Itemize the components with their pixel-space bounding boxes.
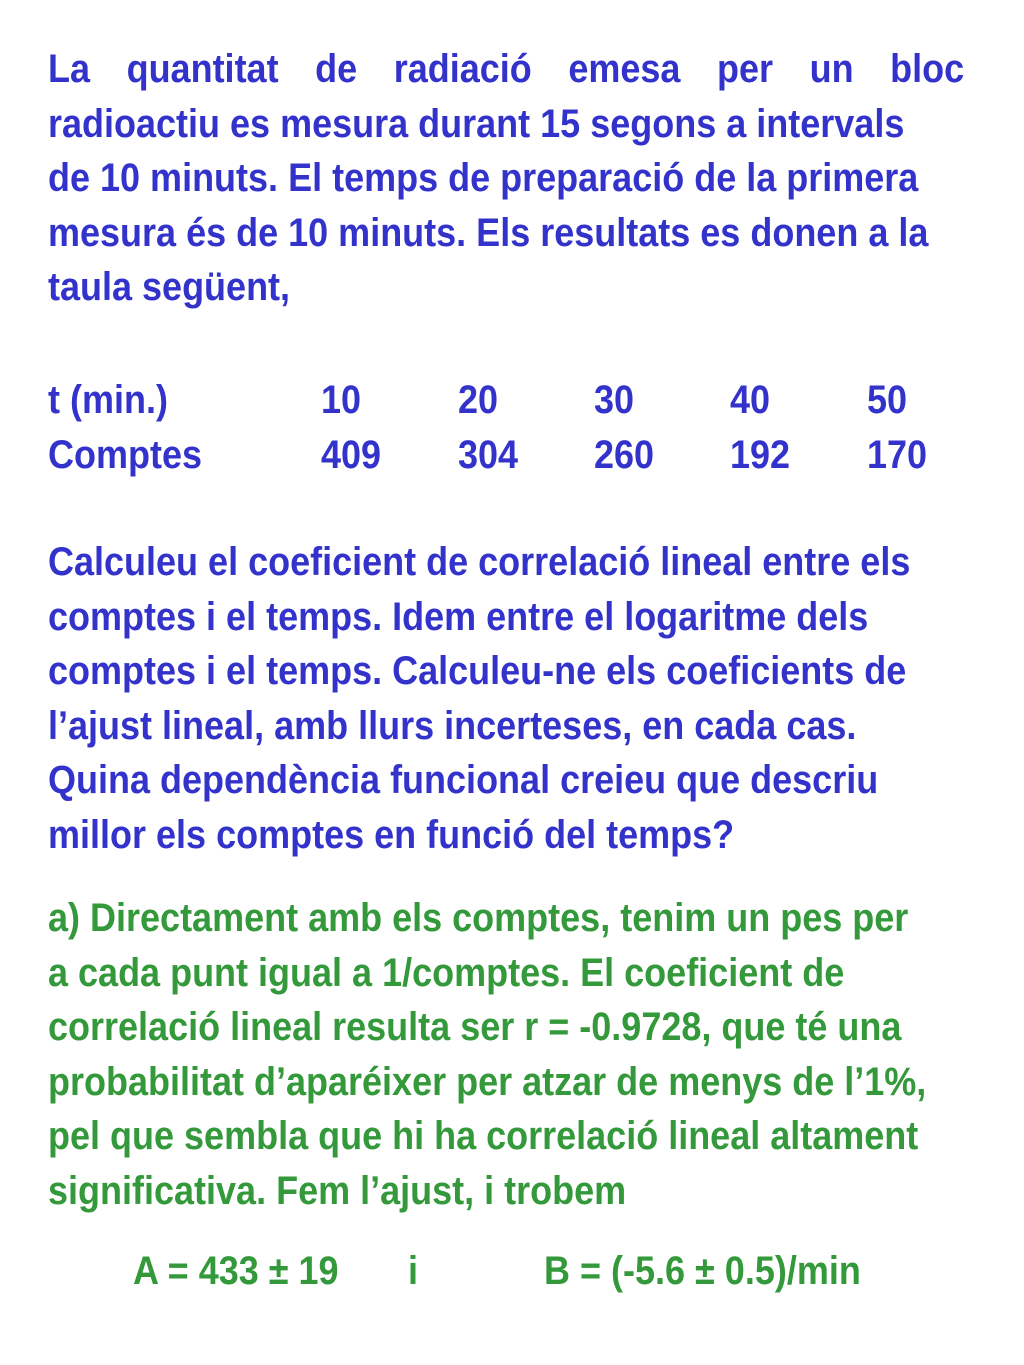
table-cell: 304	[458, 432, 519, 477]
intro-word: de	[315, 47, 358, 91]
table-cell: 192	[730, 432, 791, 477]
intro-word: bloc	[890, 47, 965, 91]
question-line-3: comptes i el temps. Calculeu-ne els coeficients de	[48, 649, 907, 693]
table-cell: 20	[458, 378, 499, 422]
question-line-2: comptes i el temps. Idem entre el logaritme dels	[48, 594, 869, 639]
question-line-6: millor els comptes en funció del temps?	[48, 812, 735, 857]
question-line-5: Quina dependència funcional creieu que descriu	[48, 758, 879, 802]
intro-line-1	[48, 42, 964, 97]
result-conjunction: i	[408, 1249, 419, 1293]
intro-paragraph	[48, 42, 965, 315]
intro-line-3: de 10 minuts. El temps de preparació de la primera	[48, 156, 919, 200]
answer-line-1: a) Directament amb els comptes, tenim un pes per	[48, 896, 909, 940]
answer-line-4: probabilitat d’aparéixer per atzar de menys de l’1%,	[48, 1059, 927, 1104]
answer-line-2: a cada punt igual a 1/comptes. El coeficient de	[48, 950, 845, 995]
answer-paragraph	[48, 891, 927, 1218]
table-cell: 40	[730, 378, 771, 422]
result-b: B = (-5.6 ± 0.5)/min	[544, 1249, 861, 1293]
table-cell: 170	[867, 432, 928, 477]
table-cell: 260	[594, 432, 655, 477]
intro-word: La	[48, 47, 91, 91]
table-label-time: t (min.)	[48, 378, 168, 422]
question-paragraph	[48, 535, 911, 862]
intro-word: emesa	[568, 47, 681, 91]
intro-word: per	[717, 47, 774, 91]
table-cell: 30	[594, 378, 635, 422]
intro-word: un	[809, 47, 854, 91]
table-cell: 50	[867, 378, 908, 422]
intro-line-5: taula següent,	[48, 265, 291, 309]
question-line-1: Calculeu el coeficient de correlació lineal entre els	[48, 540, 911, 584]
table-cell: 409	[321, 432, 382, 477]
table-cell: 10	[321, 378, 362, 422]
table-label-counts: Comptes	[48, 432, 203, 477]
result-a: A = 433 ± 19	[133, 1249, 339, 1293]
answer-line-6: significativa. Fem l’ajust, i trobem	[48, 1168, 627, 1213]
intro-line-4: mesura és de 10 minuts. Els resultats es donen a la	[48, 210, 929, 255]
answer-line-5: pel que sembla que hi ha correlació lineal altament	[48, 1114, 919, 1158]
intro-line-2: radioactiu es mesura durant 15 segons a intervals	[48, 101, 905, 146]
intro-word: quantitat	[126, 47, 279, 91]
intro-word: radiació	[393, 47, 532, 91]
question-line-4: l’ajust lineal, amb llurs incerteses, en cada cas.	[48, 703, 857, 748]
answer-line-3: correlació lineal resulta ser r = -0.9728, que té una	[48, 1005, 902, 1049]
